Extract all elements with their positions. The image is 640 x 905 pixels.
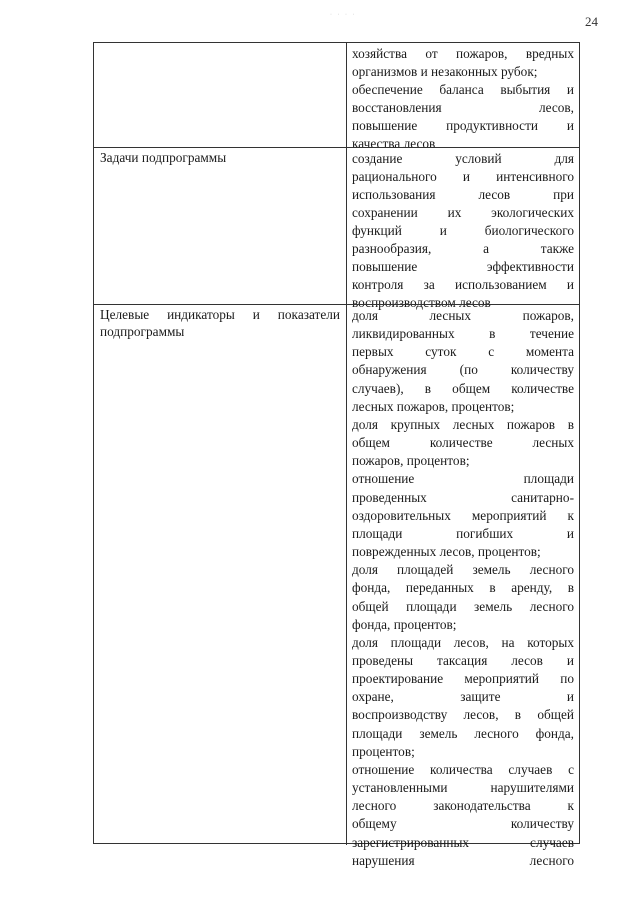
row-label: [94, 43, 346, 147]
text-line: площади земель лесного фонда,: [352, 725, 574, 741]
text-line: доля площади лесов, на которых: [352, 634, 574, 650]
text-line: воспроизводством лесов: [352, 295, 491, 310]
text-line: лесного законодательства к: [352, 798, 574, 814]
text-line: нарушения лесного: [352, 852, 574, 868]
text-line: площади погибших и: [352, 525, 574, 541]
page-number: 24: [585, 14, 598, 29]
text-line: охране, защите и: [352, 689, 574, 705]
text-line: функций и биологического: [352, 223, 574, 238]
text-line: хозяйства от пожаров, вредных: [352, 46, 574, 61]
text-line: обеспечение баланса выбытия и: [352, 82, 574, 97]
text-line: оздоровительных мероприятий к: [352, 507, 574, 523]
table-row: [94, 147, 579, 310]
text-line: обнаружения (по количеству: [352, 362, 574, 378]
scan-mark: · · · ·: [330, 12, 357, 18]
row-label: Целевые индикаторы и показатели подпрограммы: [100, 307, 340, 339]
row-label: Задачи подпрограммы: [100, 150, 227, 165]
text-line: поврежденных лесов, процентов;: [352, 544, 541, 560]
row-value: [346, 305, 579, 868]
text-line: общем количестве лесных: [352, 435, 574, 451]
text-line: пожаров, процентов;: [352, 453, 470, 469]
text-line: общему количеству: [352, 816, 574, 832]
text-line: повышение продуктивности и: [352, 118, 574, 133]
text-line: общей площади земель лесного: [352, 598, 574, 614]
text-line: отношение площади: [352, 471, 574, 487]
row-value: [346, 43, 579, 151]
text-line: рационального и интенсивного: [352, 169, 574, 184]
table-row: [94, 43, 579, 151]
text-line: ликвидированных в течение: [352, 326, 574, 342]
text-line: доля площадей земель лесного: [352, 562, 574, 578]
text-line: лесных пожаров, процентов;: [352, 398, 515, 414]
text-line: зарегистрированных случаев: [352, 834, 574, 850]
text-line: использования лесов при: [352, 187, 574, 202]
text-line: случаев), в общем количестве: [352, 380, 574, 396]
text-line: сохранении их экологических: [352, 205, 574, 220]
text-line: проектирование мероприятий по: [352, 671, 574, 687]
text-line: проведены таксация лесов и: [352, 652, 574, 668]
text-line: контроля за использованием и: [352, 277, 574, 292]
table-row: [94, 304, 579, 868]
text-line: организмов и незаконных рубок;: [352, 64, 538, 79]
text-line: проведенных санитарно-: [352, 489, 574, 505]
text-line: первых суток с момента: [352, 344, 574, 360]
text-line: качества лесов: [352, 136, 436, 151]
text-line: процентов;: [352, 743, 415, 759]
text-line: отношение количества случаев с: [352, 761, 574, 777]
text-line: воспроизводству лесов, в общей: [352, 707, 574, 723]
subprogram-passport-table: [93, 42, 580, 868]
text-line: доля лесных пожаров,: [352, 308, 574, 323]
text-line: повышение эффективности: [352, 259, 574, 274]
text-line: создание условий для: [352, 151, 574, 166]
text-line: установленными нарушителями: [352, 780, 574, 796]
row-value: [346, 148, 579, 310]
text-line: доля крупных лесных пожаров в: [352, 416, 574, 432]
text-line: фонда, переданных в аренду, в: [352, 580, 574, 596]
text-line: фонда, процентов;: [352, 616, 457, 632]
text-line: восстановления лесов,: [352, 100, 574, 115]
text-line: разнообразия, а также: [352, 241, 574, 256]
